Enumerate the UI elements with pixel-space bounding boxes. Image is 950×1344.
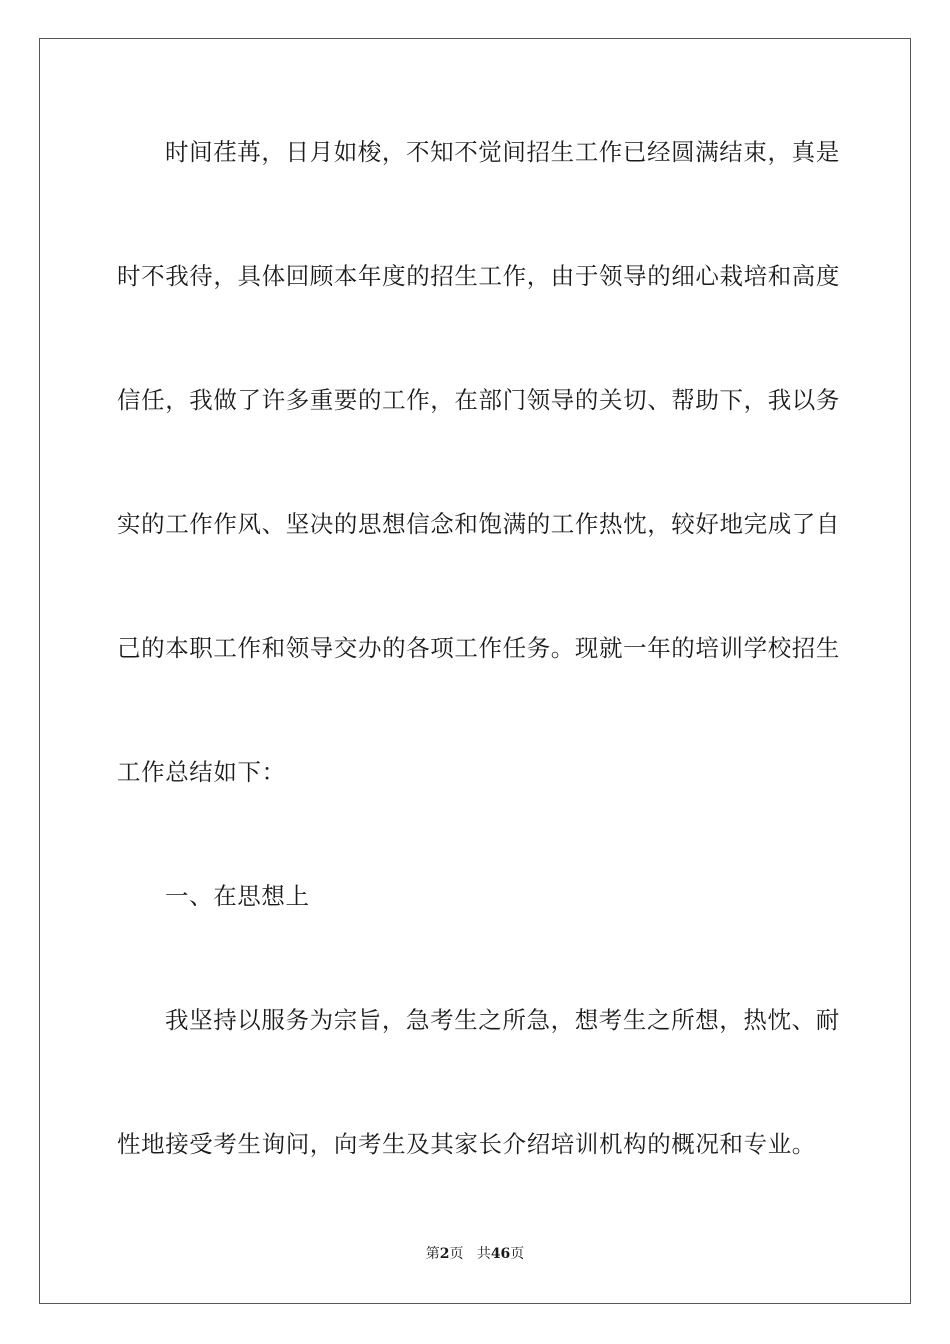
page-unit: 页 [449,1246,464,1262]
total-unit: 页 [510,1246,525,1262]
paragraph-line: 性地接受考生询问，向考生及其家长介绍培训机构的概况和专业。 [117,1130,816,1158]
total-prefix: 共 [476,1246,491,1262]
paragraph-line: 工作总结如下： [117,758,286,786]
paragraph-line: 时不我待，具体回顾本年度的招生工作，由于领导的细心栽培和高度 [117,262,840,290]
page-footer [0,1244,950,1264]
paragraph-line: 信任，我做了许多重要的工作，在部门领导的关切、帮助下，我以务 [117,386,840,414]
page-prefix: 第 [425,1246,440,1262]
page-number: 2 [439,1246,450,1262]
paragraph-line: 我坚持以服务为宗旨，急考生之所急，想考生之所想，热忱、耐 [165,1006,840,1034]
total-pages: 46 [490,1246,511,1262]
paragraph-line: 己的本职工作和领导交办的各项工作任务。现就一年的培训学校招生 [117,634,840,662]
paragraph-line: 时间荏苒，日月如梭，不知不觉间招生工作已经圆满结束，真是 [165,138,840,166]
page-border [39,38,911,1304]
section-heading: 一、在思想上 [165,882,310,910]
paragraph-line: 实的工作作风、坚决的思想信念和饱满的工作热忱，较好地完成了自 [117,510,840,538]
